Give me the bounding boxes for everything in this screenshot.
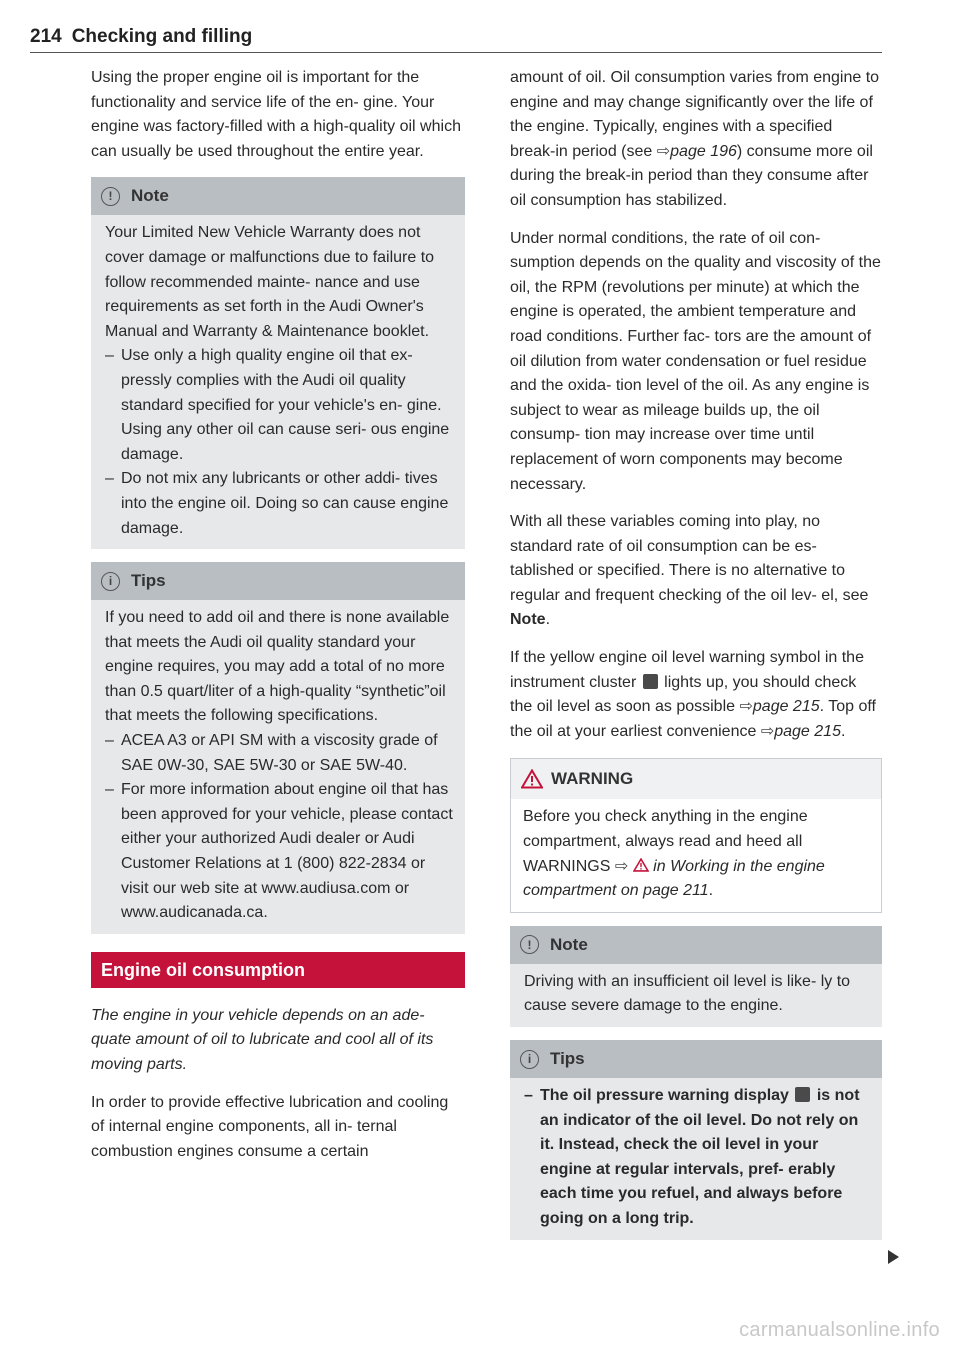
oil-level-warning-icon: [643, 674, 658, 689]
list-item: – ACEA A3 or API SM with a viscosity grade of SAE 0W-30, SAE 5W-30 or SAE 5W-40.: [105, 732, 438, 774]
note-list: [105, 344, 453, 541]
warning-box: [510, 758, 882, 912]
intro-paragraph: Using the proper engine oil is important for the functionality and service life of the en- gine. Your engine was factory-filled with a high-quality oil which can usually be used throughout the entire year.: [91, 69, 461, 160]
page-number: 214: [30, 26, 62, 47]
left-column: [91, 66, 465, 1177]
warning-header: [511, 759, 881, 799]
page-reference[interactable]: page 196: [670, 142, 737, 160]
body-paragraph: If the yellow engine oil level warning symbol in the instrument cluster lights up, you should check the oil level as soon as possible ⇨page 215. Top off the oil at your earliest convenience ⇨page 215.: [510, 649, 876, 740]
note-reference: Note: [510, 611, 546, 629]
page-reference[interactable]: in Working in the engine compartment on page 211: [523, 857, 825, 900]
note-header: [91, 177, 465, 215]
tips-title: Tips: [550, 1048, 585, 1068]
tips-list: [524, 1084, 870, 1232]
note-box: [510, 926, 882, 1027]
note-text: Driving with an insufficient oil level is like- ly to cause severe damage to the engine.: [524, 972, 851, 1015]
body-paragraph: Under normal conditions, the rate of oil con- sumption depends on the quality and viscosity of the oil, the RPM (revolutions per minute) at which the engine is operated, the ambient temperature and road conditions. Further fac- tors are the amount of oil dilution from water condensation or fuel residue and the oxida- tion level of the oil. As any engine is subject to wear as mileage builds up, the oil consump- tion may increase over time until replacement of worn components may become necessary.: [510, 229, 881, 493]
note-body: [91, 215, 465, 549]
list-item: – Do not mix any lubricants or other addi- tives into the engine oil. Doing so can cause engine damage.: [105, 470, 449, 537]
arrow-right-icon: ⇨: [739, 698, 753, 716]
warning-triangle-icon: [521, 769, 543, 789]
tips-box: [91, 562, 465, 934]
warning-title: WARNING: [551, 769, 634, 789]
section-title: Engine oil consumption: [91, 952, 465, 988]
section-intro: The engine in your vehicle depends on an ade- quate amount of oil to lubricate and cool all of its moving parts.: [91, 1006, 434, 1073]
note-box: [91, 177, 465, 549]
list-item: – Use only a high quality engine oil that ex- pressly complies with the Audi oil quality standard specified for your vehicle's en- gine. Using any other oil can cause seri- ous engine damage.: [105, 347, 450, 463]
list-item: – For more information about engine oil that has been approved for your vehicle, please contact either your authorized Audi dealer or Audi Customer Relations at 1 (800) 822-2834 or visit our web site at www.audiusa.com or www.audicanada.ca.: [105, 781, 453, 922]
warning-body: Before you check anything in the engine compartment, always read and heed all WARNINGS ⇨ in Working in the engine compartment on page 211.: [523, 808, 825, 900]
warning-triangle-icon: [633, 858, 649, 872]
page-header: [30, 22, 882, 53]
tips-header: [91, 562, 465, 600]
info-circle-icon: i: [101, 572, 120, 591]
page-reference[interactable]: page 215: [752, 698, 820, 716]
exclamation-circle-icon: !: [520, 935, 539, 954]
arrow-right-icon: ⇨: [656, 142, 671, 160]
arrow-right-icon: ⇨: [760, 722, 775, 740]
tips-list: [105, 729, 453, 926]
watermark: carmanualsonline.info: [739, 1319, 940, 1341]
exclamation-circle-icon: !: [101, 187, 120, 206]
tips-box: [510, 1040, 882, 1240]
body-paragraph: With all these variables coming into play, no standard rate of oil consumption can be es- tablished or specified. There is no alternative to regular and frequent checking of the oil lev- el, see Note.: [510, 513, 869, 629]
tips-text: If you need to add oil and there is none available that meets the Audi oil quality standard your engine requires, you may add a total of no more than 0.5 quart/liter of a high-quality “synthetic”oil that meets the following specifications.: [105, 609, 450, 725]
right-column: [510, 66, 882, 1253]
note-header: [510, 926, 882, 964]
page-reference[interactable]: page 215: [774, 722, 841, 740]
note-body: [510, 964, 882, 1027]
tips-title: Tips: [131, 570, 166, 590]
note-title: Note: [550, 934, 588, 954]
note-title: Note: [131, 186, 169, 206]
chapter-title: Checking and filling: [71, 26, 253, 47]
oil-pressure-warning-icon: [795, 1087, 810, 1102]
list-item: – The oil pressure warning display is not an indicator of the oil level. Do not rely on it. Instead, check the oil level in your engine at regular intervals, pref- erably each time you refuel, and always before going on a long trip.: [524, 1087, 860, 1227]
body-paragraph: In order to provide effective lubrication and cooling of internal engine components, all in- ternal combustion engines consume a certain: [91, 1093, 449, 1160]
tips-body: [510, 1078, 882, 1240]
continue-arrow-icon: [888, 1250, 899, 1264]
body-paragraph: amount of oil. Oil consumption varies from engine to engine and may change significantly over the life of the engine. Typically, engines with a specified break-in period (see ⇨page 196) consume more oil during the break-in period than they consume after oil consumption has stabilized.: [510, 69, 880, 209]
arrow-right-icon: ⇨: [614, 857, 629, 875]
info-circle-icon: i: [520, 1050, 539, 1069]
note-text: Your Limited New Vehicle Warranty does not cover damage or malfunctions due to failure to follow recommended mainte- nance and use requirements as set forth in the Audi Owner's Manual and Warranty & Maintenance booklet.: [105, 224, 435, 340]
tips-header: [510, 1040, 882, 1078]
tips-body: [91, 600, 465, 934]
